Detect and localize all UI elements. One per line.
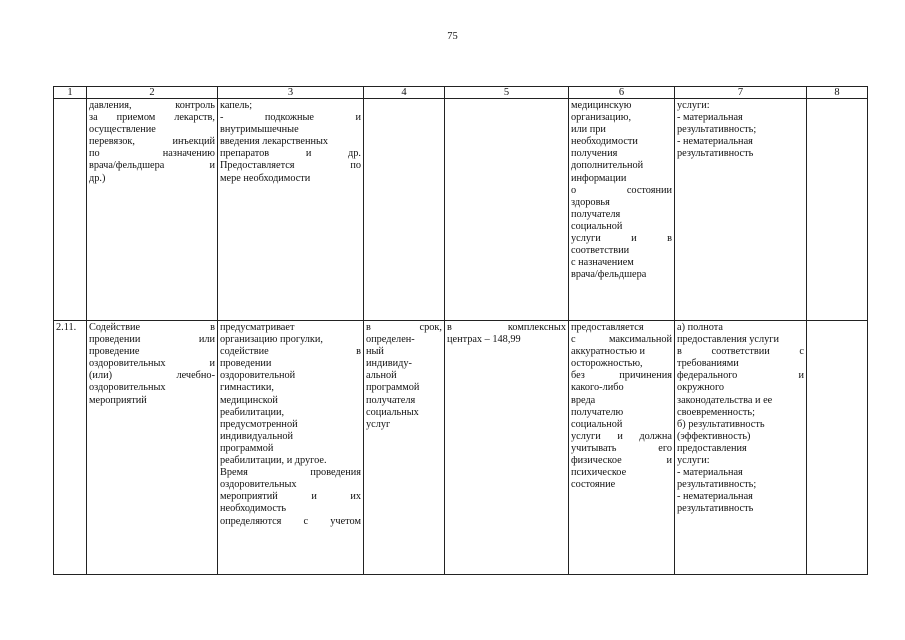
cell-description: капель; - подкожные и внутримышечные введения лекарственных препаратов и др. Предоставляется по мере необходимости (218, 99, 364, 321)
cell-tariff (445, 99, 569, 321)
cell-number (54, 99, 87, 321)
cell-service-name: Содействие в проведении или проведение оздоровительных и (или) лечебно- оздоровительных мероприятий (87, 321, 218, 575)
column-number: 1 (54, 87, 87, 99)
cell-conditions: предоставляется с максимальной аккуратностью и осторожностью, без причинения какого-либо вреда получателю социальной услуги и должна учитывать его физическое и психическое состояние (569, 321, 675, 575)
column-number: 5 (445, 87, 569, 99)
cell-quality-indicators: а) полнота предоставления услуги в соответствии с требованиями федерального и окружного законодательства и ее своевременность; б) результативность (эффективность) предоставления услуги: - материальная результативность; - нематериальная результативность (675, 321, 807, 575)
column-number: 3 (218, 87, 364, 99)
table-row-continuation (54, 99, 868, 321)
column-number: 8 (807, 87, 868, 99)
cell-number: 2.11. (54, 321, 87, 575)
table-row-2-11 (54, 321, 868, 575)
cell-term (364, 99, 445, 321)
column-number-row (54, 87, 868, 99)
cell-description: предусматривает организацию прогулки, содействие в проведении оздоровительной гимнастики, медицинской реабилитации, предусмотренной индивидуальной программой реабилитации, и другое. Время проведения оздоровительных мероприятий и их необходимость определяются с учетом (218, 321, 364, 575)
page-number: 75 (447, 31, 458, 42)
services-table (53, 86, 868, 575)
cell-tariff: в комплексных центрах – 148,99 (445, 321, 569, 575)
column-number: 6 (569, 87, 675, 99)
column-number: 7 (675, 87, 807, 99)
column-number: 2 (87, 87, 218, 99)
cell-term: в срок, определен- ный индивиду- альной программой получателя социальных услуг (364, 321, 445, 575)
cell-quality-indicators: услуги: - материальная результативность; - нематериальная результативность (675, 99, 807, 321)
cell-extra (807, 321, 868, 575)
cell-extra (807, 99, 868, 321)
cell-service-name: давления, контроль за приемом лекарств, осуществление перевязок, инъекций по назначению врача/фельдшера и др.) (87, 99, 218, 321)
cell-conditions: медицинскую организацию, или при необходимости получения дополнительной информации о состоянии здоровья получателя социальной услуги и в соответствии с назначением врача/фельдшера (569, 99, 675, 321)
column-number: 4 (364, 87, 445, 99)
